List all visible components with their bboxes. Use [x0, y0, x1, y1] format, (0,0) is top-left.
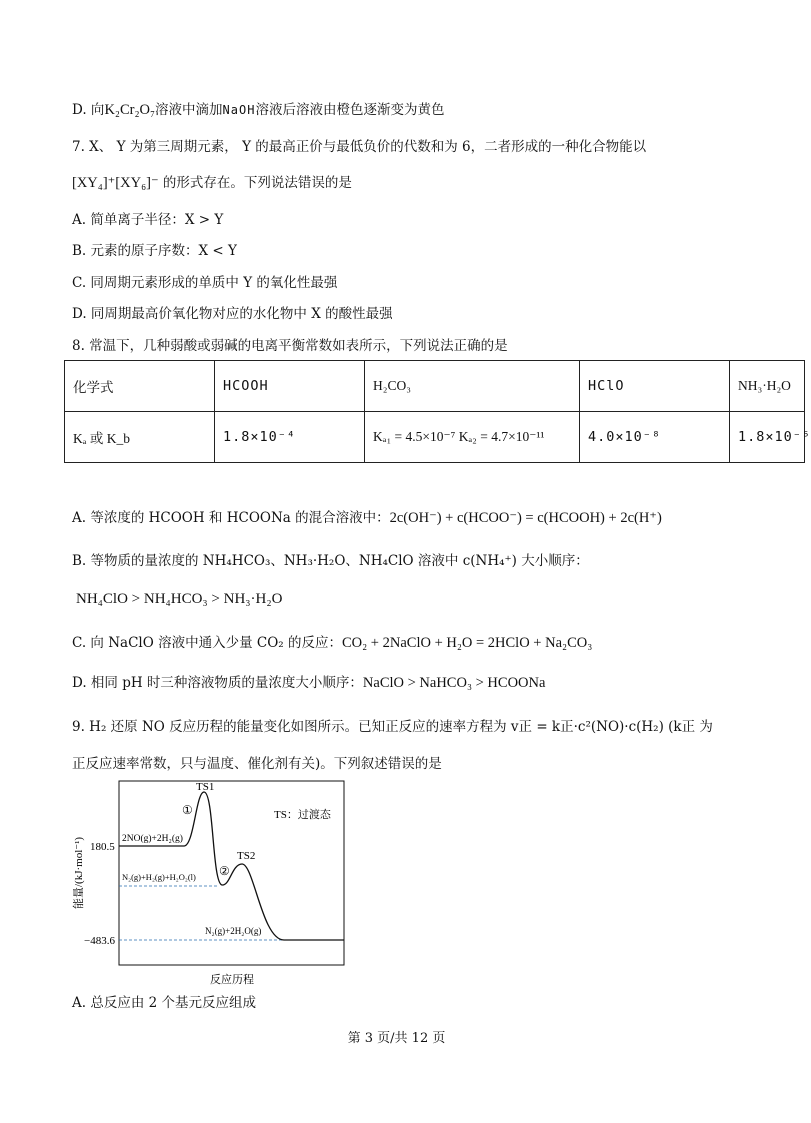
legend-transition-state: TS：过渡态: [274, 809, 331, 821]
table-cell: Kₐ₁ = 4.5×10⁻⁷ Kₐ₂ = 4.7×10⁻¹¹: [365, 412, 580, 463]
formula-xy4-xy6: [XY₄]⁺[XY₆]⁻: [72, 175, 159, 191]
q8-option-b-equation: NH₄ClO > NH₄HCO₃ > NH₃·H₂O: [76, 591, 283, 607]
state-final-label: N₂(g)+2H₂O(g): [205, 926, 262, 936]
y-tick-neg-483-6: −483.6: [84, 935, 115, 947]
q7-stem-line1: 7. X、 Y 为第三周期元素， Y 的最高正价与最低负价的代数和为 6，二者形成的一种化合物能以: [72, 139, 647, 155]
q6-option-d: D. 向K₂Cr₂O₇溶液中滴加NaOH溶液后溶液由橙色逐渐变为黄色: [72, 102, 445, 118]
equation: 2c(OH⁻) + c(HCOO⁻) = c(HCOOH) + 2c(H⁺): [389, 510, 662, 526]
y-tick-180-5: 180.5: [90, 841, 115, 853]
q8-option-d: D. 相同 pH 时三种溶液物质的量浓度大小顺序：NaClO > NaHCO₃ > HCOONa: [72, 675, 546, 691]
q7-option-a: A. 简单离子半径：X > Y: [72, 212, 224, 228]
table-row-label: Kₐ 或 K_b: [65, 412, 215, 463]
table-header-cell: HCOOH: [215, 361, 365, 412]
formula-k2cr2o7: K₂Cr₂O₇: [104, 102, 156, 118]
table-cell: 1.8×10⁻⁴: [215, 412, 365, 463]
table-header-cell: NH₃·H₂O: [730, 361, 805, 412]
table-header-cell: 化学式: [65, 361, 215, 412]
equation: NaClO > NaHCO₃ > HCOONa: [362, 675, 546, 691]
q7-option-b: B. 元素的原子序数：X < Y: [72, 243, 237, 259]
step2-marker: ②: [219, 864, 230, 878]
q8-option-b: B. 等物质的量浓度的 NH₄HCO₃、NH₃·H₂O、NH₄ClO 溶液中 c(NH₄⁺) 大小顺序：: [72, 553, 589, 569]
table-cell: 4.0×10⁻⁸: [580, 412, 730, 463]
q7-option-d: D. 同周期最高价氧化物对应的水化物中 X 的酸性最强: [72, 306, 393, 322]
q8-stem: 8. 常温下，几种弱酸或弱碱的电离平衡常数如表所示，下列说法正确的是: [72, 338, 508, 354]
y-axis-label: 能量/(kJ·mol⁻¹): [73, 836, 85, 910]
x-axis-label: 反应历程: [210, 974, 254, 986]
table-header-row: [65, 361, 805, 412]
q7-stem-line2: [XY₄]⁺[XY₆]⁻ 的形式存在。下列说法错误的是: [72, 175, 352, 191]
state-initial-label: 2NO(g)+2H₂(g): [122, 834, 183, 844]
q9-option-a: A. 总反应由 2 个基元反应组成: [72, 995, 257, 1011]
ionization-constant-table: [64, 360, 811, 463]
table-header-cell: HClO: [580, 361, 730, 412]
q8-option-a: A. 等浓度的 HCOOH 和 HCOONa 的混合溶液中：2c(OH⁻) + c(HCOO⁻) = c(HCOOH) + 2c(H⁺): [72, 510, 662, 526]
q9-stem-line2: 正反应速率常数，只与温度、催化剂有关)。下列叙述错误的是: [72, 756, 442, 772]
page-footer: 第 3 页/共 12 页: [347, 1031, 446, 1046]
step1-marker: ①: [182, 803, 193, 817]
q9-stem-line1: 9. H₂ 还原 NO 反应历程的能量变化如图所示。已知正反应的速率方程为 v正 = k正·c²(NO)·c(H₂) (k正 为: [72, 719, 713, 735]
table-header-cell: H₂CO₃: [365, 361, 580, 412]
formula-naoh: NaOH: [222, 103, 256, 117]
state-intermediate-label: N₂(g)+H₂(g)+H₂O₂(l): [122, 872, 196, 882]
ts2-label: TS2: [237, 850, 256, 862]
q8-option-c: C. 向 NaClO 溶液中通入少量 CO₂ 的反应：CO₂ + 2NaClO + H₂O = 2HClO + Na₂CO₃: [72, 635, 593, 651]
energy-profile-diagram: [72, 778, 352, 994]
equation: CO₂ + 2NaClO + H₂O = 2HClO + Na₂CO₃: [341, 635, 593, 651]
ts1-label: TS1: [196, 781, 215, 793]
table-cell: 1.8×10⁻⁵: [730, 412, 805, 463]
table-row: [65, 412, 805, 463]
q7-option-c: C. 同周期元素形成的单质中 Y 的氧化性最强: [72, 275, 338, 291]
